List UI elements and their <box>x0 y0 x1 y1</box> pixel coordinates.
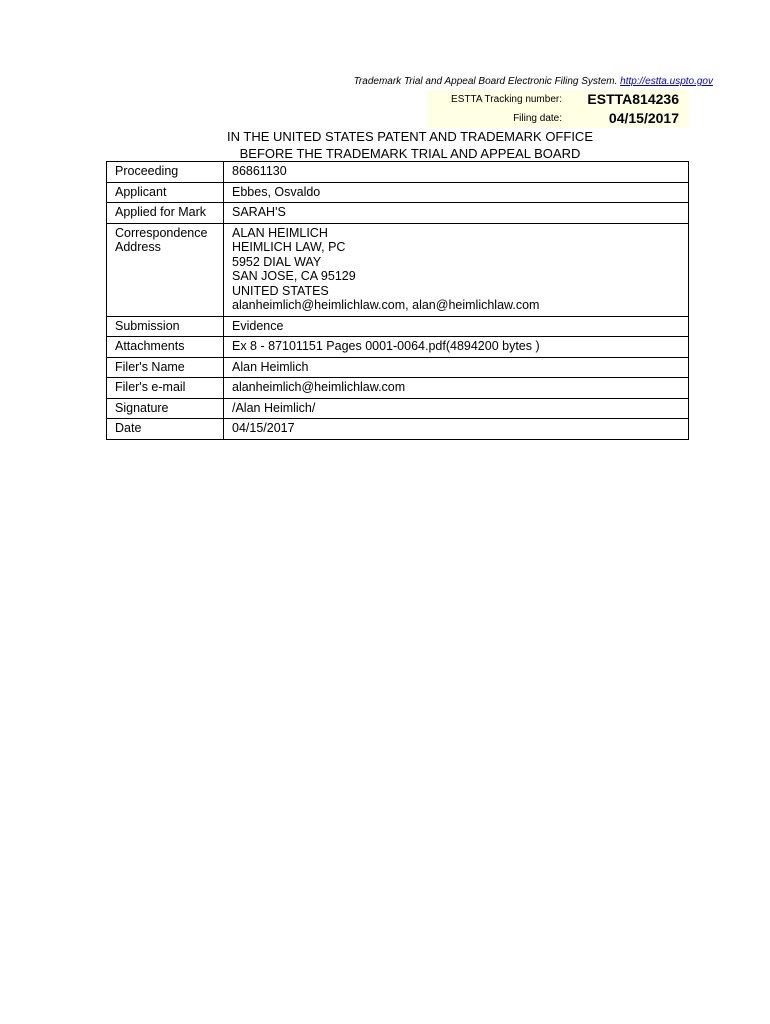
address-line-street: 5952 DIAL WAY <box>232 254 322 269</box>
address-line-name: ALAN HEIMLICH <box>232 225 328 240</box>
proceeding-value: 86861130 <box>224 162 689 183</box>
correspondence-label <box>107 223 224 316</box>
filer-email-label: Filer's e-mail <box>107 378 224 399</box>
tracking-box <box>427 90 689 128</box>
applied-mark-label: Applied for Mark <box>107 203 224 224</box>
applied-mark-value: SARAH'S <box>224 203 689 224</box>
address-line-emails: alanheimlich@heimlichlaw.com, alan@heimlichlaw.com <box>232 298 540 312</box>
applicant-label: Applicant <box>107 182 224 203</box>
table-row <box>107 316 689 337</box>
tracking-number-row <box>427 90 689 109</box>
filing-table <box>106 161 689 440</box>
table-row <box>107 162 689 183</box>
table-row <box>107 357 689 378</box>
table-row <box>107 182 689 203</box>
address-line-firm: HEIMLICH LAW, PC <box>232 240 346 254</box>
applicant-value: Ebbes, Osvaldo <box>224 182 689 203</box>
estta-link[interactable]: http://estta.uspto.gov <box>620 76 713 87</box>
filing-date: 04/15/2017 <box>608 110 679 126</box>
table-row <box>107 337 689 358</box>
filing-date-row <box>427 109 689 128</box>
signature-label: Signature <box>107 398 224 419</box>
table-row <box>107 398 689 419</box>
signature-value: /Alan Heimlich/ <box>224 398 689 419</box>
system-text: Trademark Trial and Appeal Board Electronic Filing System. <box>353 76 618 87</box>
date-label: Date <box>107 419 224 440</box>
table-row <box>107 223 689 316</box>
correspondence-address <box>224 223 689 316</box>
date-value: 04/15/2017 <box>224 419 689 440</box>
address-line-city: SAN JOSE, CA 95129 <box>232 269 356 283</box>
table-row <box>107 419 689 440</box>
table-row <box>107 203 689 224</box>
tracking-number: ESTTA814236 <box>587 91 679 107</box>
correspondence-label-line1: Correspondence <box>115 225 208 240</box>
proceeding-label: Proceeding <box>107 162 224 183</box>
attachments-value: Ex 8 - 87101151 Pages 0001-0064.pdf(4894200 bytes ) <box>224 337 689 358</box>
filer-email-value: alanheimlich@heimlichlaw.com <box>224 378 689 399</box>
filing-date-label: Filing date: <box>513 113 562 124</box>
table-row <box>107 378 689 399</box>
submission-value: Evidence <box>224 316 689 337</box>
board-title: BEFORE THE TRADEMARK TRIAL AND APPEAL BOARD <box>239 146 581 161</box>
submission-label: Submission <box>107 316 224 337</box>
attachments-label: Attachments <box>107 337 224 358</box>
correspondence-label-line2: Address <box>115 240 161 254</box>
filer-name-value: Alan Heimlich <box>224 357 689 378</box>
filer-name-label: Filer's Name <box>107 357 224 378</box>
office-title: IN THE UNITED STATES PATENT AND TRADEMARK OFFICE <box>227 129 593 144</box>
tracking-number-label: ESTTA Tracking number: <box>451 94 562 105</box>
system-line <box>354 76 713 87</box>
address-line-country: UNITED STATES <box>232 283 329 298</box>
